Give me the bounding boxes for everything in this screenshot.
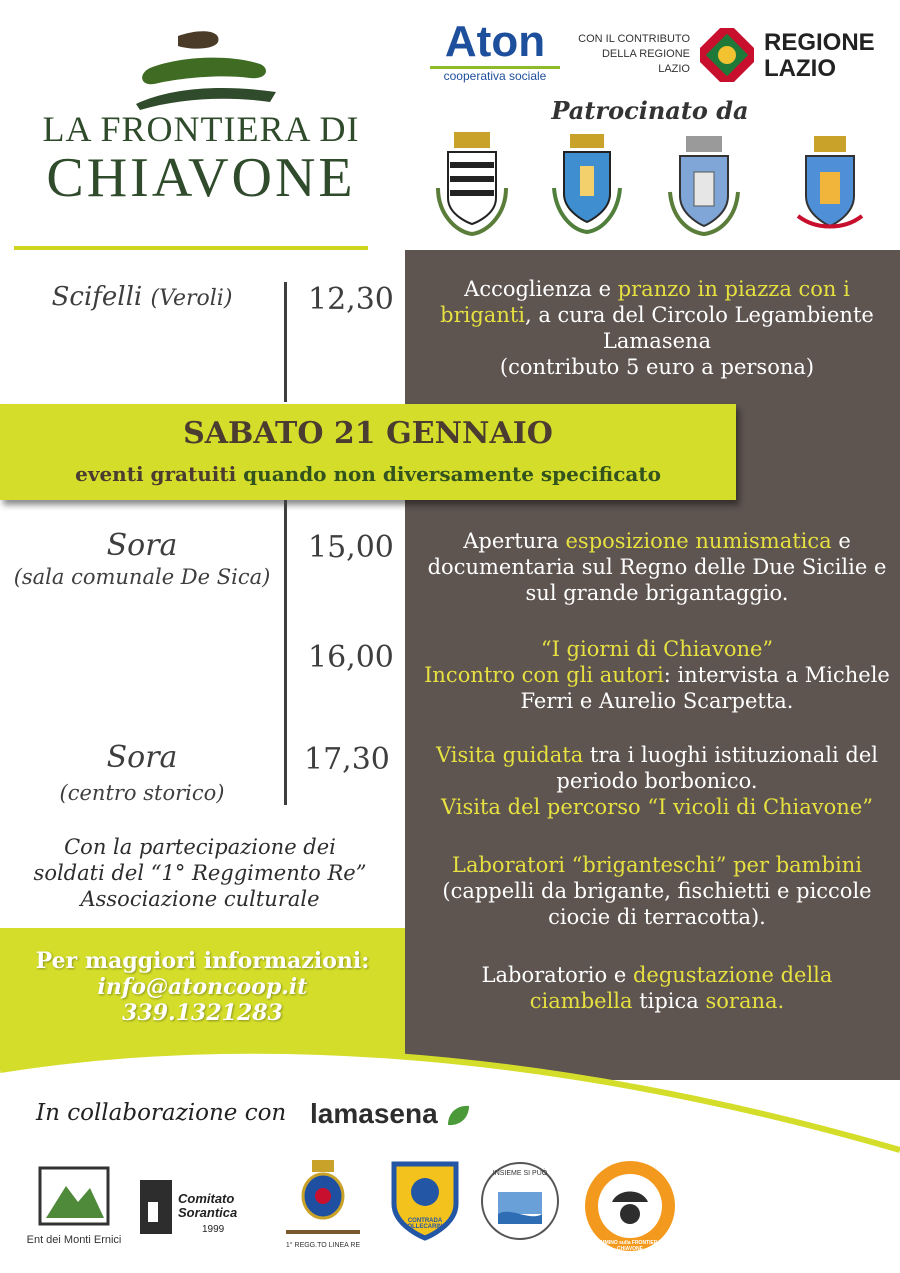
event-highlight: degustazione della ciambella <box>529 963 833 1013</box>
coat-of-arms-isola-liri-icon <box>666 132 742 240</box>
lamasena-logo <box>310 1098 471 1130</box>
free-events-condition: quando non diversamente specificato <box>243 462 661 486</box>
contribution-line: LAZIO <box>658 63 690 75</box>
partner-logo-cammino <box>582 1158 678 1253</box>
event-time: 17,30 <box>304 742 390 777</box>
date-banner <box>0 404 736 500</box>
event-description <box>420 852 894 930</box>
timeline-divider <box>284 500 287 805</box>
event-description <box>420 636 894 714</box>
event-place-note: (centro storico) <box>59 781 225 805</box>
event-description <box>440 962 874 1014</box>
regiment-crest-icon <box>278 1158 368 1238</box>
event-time: 12,30 <box>308 282 394 317</box>
logo-title <box>36 108 366 209</box>
event-highlight: pranzo in piazza con i briganti <box>440 277 850 327</box>
event-highlight: Incontro con gli autori <box>424 663 664 687</box>
partner-name: 1° REGG.TO LINEA RE <box>285 1242 361 1249</box>
event-time: 15,00 <box>308 530 394 565</box>
event-time: 16,00 <box>308 640 394 675</box>
event-highlight: Laboratori “briganteschi” per bambini <box>452 853 862 877</box>
aton-logo <box>430 17 560 83</box>
chiavone-hat-logo <box>130 28 280 110</box>
collaboration-label: In collaborazione con <box>36 1100 287 1126</box>
contribution-line: DELLA REGIONE <box>601 48 690 60</box>
event-description-text: Laboratorio e <box>481 963 633 987</box>
coat-of-arms-castelliri-icon <box>792 132 868 236</box>
event-description-text: e documentaria sul Regno delle Due Sicilie e sul grande brigantaggio. <box>427 529 887 605</box>
partner-logo-istituto <box>480 1158 560 1253</box>
logo-title-line1: LA FRONTIERA DI <box>42 109 360 149</box>
aton-logo-subtitle: cooperativa sociale <box>430 66 560 83</box>
event-description-text: Apertura <box>463 529 566 553</box>
event-description-text: Accoglienza e <box>464 277 618 301</box>
event-description-text: (contributo 5 euro a persona) <box>499 355 815 379</box>
contribution-note <box>566 32 690 77</box>
partner-logo-sorantica <box>134 1158 256 1253</box>
partner-name: CAMMINO sulla FRONTIERA di CHIAVONE <box>593 1240 667 1252</box>
partner-logo-collecarino <box>388 1158 462 1253</box>
date-banner-title: SABATO 21 GENNAIO <box>183 416 553 451</box>
coat-of-arms-sora-icon <box>550 130 624 238</box>
event-place <box>0 528 284 589</box>
free-events-label: eventi gratuiti <box>75 462 244 486</box>
timeline-divider <box>284 282 287 402</box>
tower-icon <box>134 1172 178 1236</box>
event-place-note: (sala comunale De Sica) <box>13 565 271 589</box>
event-description-text: (cappelli da brigante, fischietti e piccole ciocie di terracotta). <box>442 879 872 929</box>
event-title: “I giorni di Chiavone” <box>540 637 774 661</box>
event-description-text: , a cura del Circolo Legambiente Lamasena <box>525 303 874 353</box>
participation-line: Con la partecipazione dei <box>64 835 336 859</box>
patronage-label: Patrocinato da <box>551 96 749 125</box>
event-highlight: sorana. <box>705 989 785 1013</box>
partner-name: Comitato Sorantica <box>178 1191 238 1220</box>
event-place-note: (Veroli) <box>150 286 233 311</box>
event-description <box>420 742 894 820</box>
mountain-icon <box>24 1158 124 1230</box>
info-phone[interactable]: 339.1321283 <box>122 1000 283 1026</box>
lamasena-logo-text: lamasena <box>310 1098 438 1129</box>
event-place <box>0 282 284 312</box>
event-description-text: tra i luoghi istituzionali del periodo borbonico. <box>556 743 878 793</box>
event-description <box>420 528 894 606</box>
regione-label-line2: LAZIO <box>764 55 836 82</box>
header-divider <box>14 246 368 250</box>
regione-lazio-emblem-icon <box>700 28 754 82</box>
partner-name: CONTRADA COLLECARINO <box>403 1218 447 1230</box>
logo-title-line2: CHIAVONE <box>46 147 356 209</box>
event-description <box>420 276 894 380</box>
event-place-name: Scifelli <box>51 282 143 312</box>
event-highlight: esposizione numismatica <box>565 529 832 553</box>
participation-note <box>0 834 400 912</box>
partner-name: INSIEME SI PUÒ <box>492 1170 548 1177</box>
participation-line: soldati del “1° Reggimento Re” <box>33 861 367 885</box>
partner-logo-reggimento-re <box>278 1158 368 1253</box>
partner-year: 1999 <box>202 1224 225 1235</box>
regione-label-line1: REGIONE <box>764 29 875 56</box>
partner-logo-ent-monti-ernici <box>24 1158 124 1253</box>
regione-lazio-label <box>764 30 875 82</box>
partner-name: Ent dei Monti Ernici <box>26 1234 122 1246</box>
event-description-text: : intervista a Michele Ferri e Aurelio Scarpetta. <box>520 663 890 713</box>
leaf-icon <box>445 1103 471 1129</box>
event-place-name: Sora <box>106 740 178 775</box>
info-label: Per maggiori informazioni: <box>35 948 370 974</box>
event-place-name: Sora <box>106 528 178 563</box>
info-email-link[interactable]: info@atoncoop.it <box>97 974 308 1000</box>
coat-of-arms-veroli-icon <box>432 128 512 240</box>
event-highlight: Visita guidata <box>435 743 584 767</box>
event-place <box>0 740 284 805</box>
participation-line: Associazione culturale <box>80 887 320 911</box>
aton-logo-name: Aton <box>444 17 546 66</box>
event-highlight: Visita del percorso “I vicoli di Chiavone” <box>440 795 873 819</box>
contribution-line: CON IL CONTRIBUTO <box>578 33 690 45</box>
event-description-text: tipica <box>632 989 706 1013</box>
date-banner-subtitle <box>0 462 736 486</box>
